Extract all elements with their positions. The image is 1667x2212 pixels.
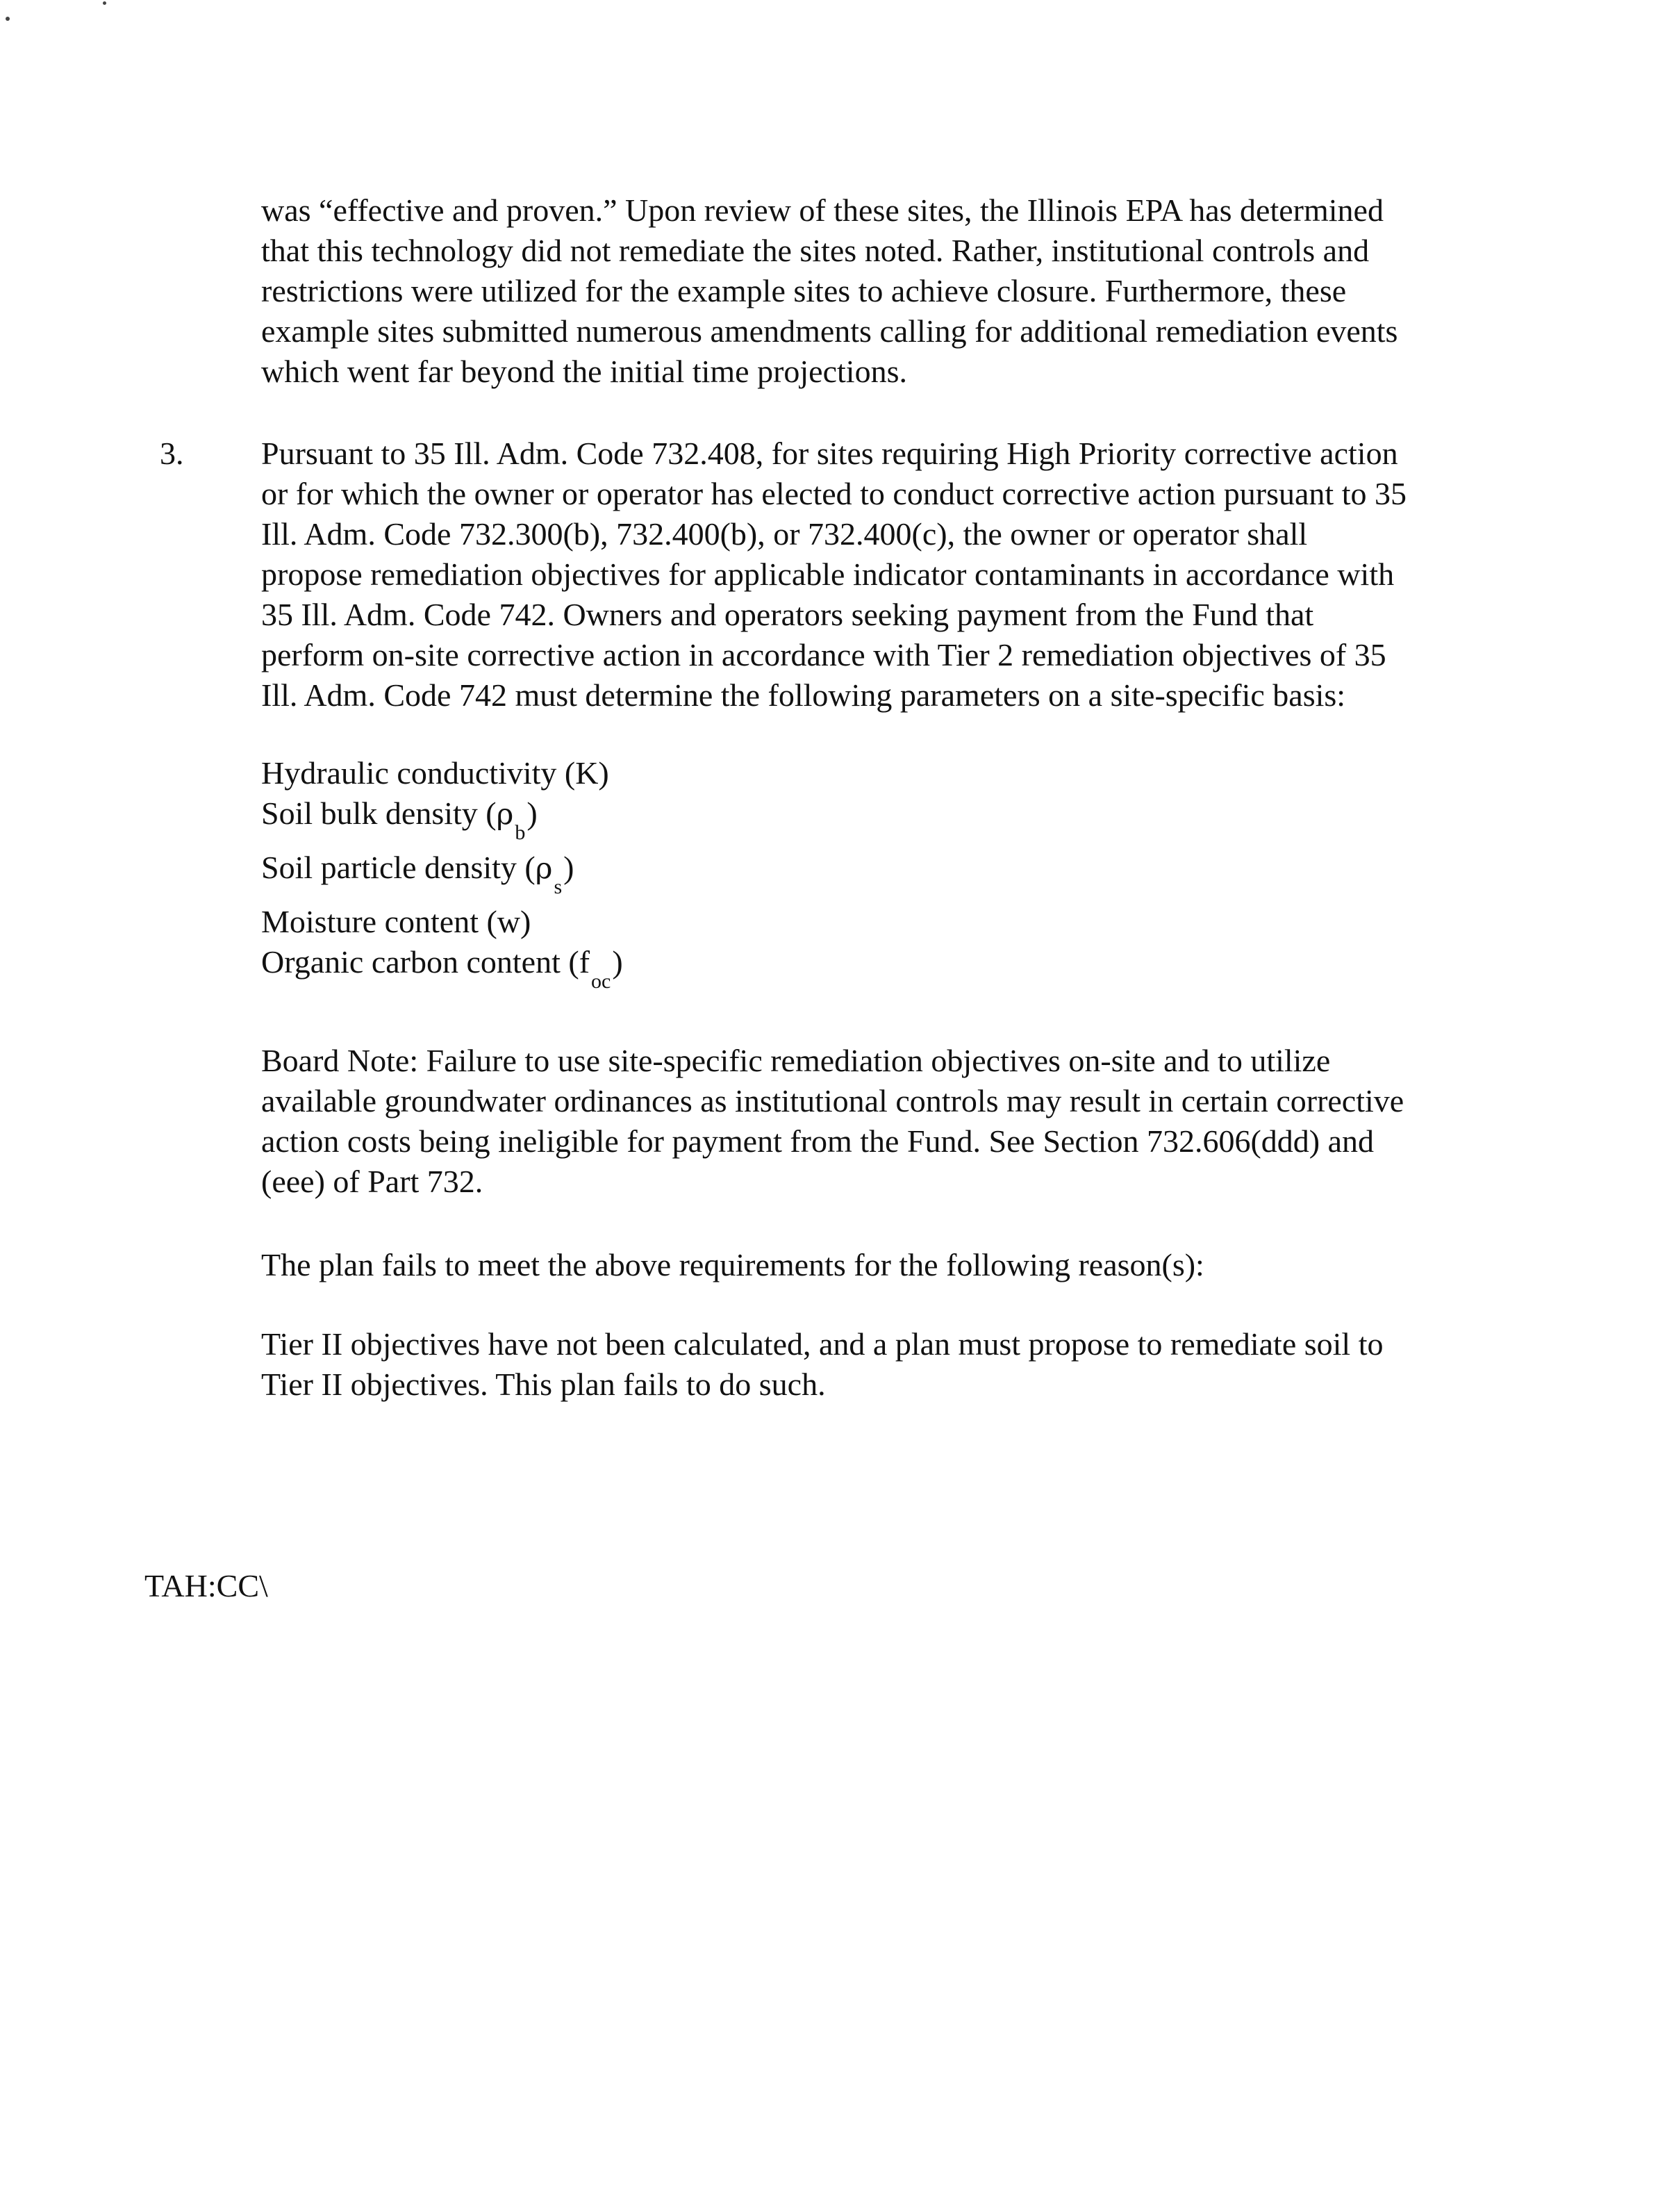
parameter-item — [261, 753, 623, 793]
scan-speck — [6, 17, 10, 21]
text-line: Ill. Adm. Code 742 must determine the following parameters on a site-specific basis: — [261, 677, 1346, 713]
parameter-item — [261, 848, 623, 902]
parameter-label: Organic carbon content ( — [261, 944, 579, 980]
text-line: which went far beyond the initial time projections. — [261, 354, 907, 389]
text-line: perform on-site corrective action in accordance with Tier 2 remediation objectives of 35 — [261, 637, 1386, 672]
parameter-label: Moisture content (w) — [261, 904, 531, 939]
parameter-symbol: ρ — [496, 797, 514, 831]
parameter-item — [261, 793, 623, 848]
reason-paragraph — [261, 1324, 1511, 1405]
text-line: (eee) of Part 732. — [261, 1164, 483, 1199]
parameter-list — [261, 753, 623, 996]
text-line: Tier II objectives have not been calculated, and a plan must propose to remediate soil to — [261, 1326, 1384, 1362]
board-note-paragraph — [261, 1041, 1511, 1202]
parameter-close: ) — [612, 944, 623, 980]
text-line: Tier II objectives. This plan fails to do such. — [261, 1367, 826, 1402]
text-line: or for which the owner or operator has elected to conduct corrective action pursuant to 35 — [261, 476, 1407, 511]
parameter-item — [261, 942, 623, 996]
item-paragraph — [261, 434, 1511, 716]
parameter-item — [261, 902, 623, 942]
text-line: available groundwater ordinances as institutional controls may result in certain corrective — [261, 1083, 1404, 1119]
text-line: Ill. Adm. Code 732.300(b), 732.400(b), or 732.400(c), the owner or operator shall — [261, 516, 1308, 552]
item-number: 3. — [160, 436, 184, 471]
text-line: restrictions were utilized for the example sites to achieve closure. Furthermore, these — [261, 273, 1347, 308]
parameter-close: ) — [526, 795, 538, 831]
parameter-label: Soil particle density ( — [261, 850, 536, 885]
text-line: propose remediation objectives for applicable indicator contaminants in accordance with — [261, 556, 1395, 592]
text-line: Pursuant to 35 Ill. Adm. Code 732.408, for sites requiring High Priority corrective action — [261, 436, 1398, 471]
parameter-subscript: b — [515, 821, 526, 844]
parameter-subscript: s — [554, 875, 563, 898]
text-line: The plan fails to meet the above requirements for the following reason(s): — [261, 1247, 1204, 1282]
failure-statement — [261, 1245, 1511, 1285]
continuation-paragraph — [261, 190, 1511, 392]
text-line: 35 Ill. Adm. Code 742. Owners and operators seeking payment from the Fund that — [261, 597, 1314, 632]
author-initials: TAH:CC\ — [144, 1568, 268, 1603]
parameter-symbol: f — [579, 944, 590, 980]
parameter-label: Hydraulic conductivity (K) — [261, 755, 609, 791]
scan-speck — [103, 1, 106, 5]
parameter-label: Soil bulk density ( — [261, 795, 497, 831]
parameter-symbol: ρ — [535, 851, 553, 885]
text-line: action costs being ineligible for payment from the Fund. See Section 732.606(ddd) and — [261, 1123, 1375, 1159]
text-line: example sites submitted numerous amendments calling for additional remediation events — [261, 313, 1398, 349]
text-line: that this technology did not remediate the sites noted. Rather, institutional controls and — [261, 233, 1370, 268]
parameter-close: ) — [563, 850, 574, 885]
text-line: was “effective and proven.” Upon review of these sites, the Illinois EPA has determined — [261, 192, 1384, 228]
text-line: Board Note: Failure to use site-specific remediation objectives on-site and to utilize — [261, 1043, 1331, 1078]
parameter-subscript: oc — [591, 970, 611, 993]
